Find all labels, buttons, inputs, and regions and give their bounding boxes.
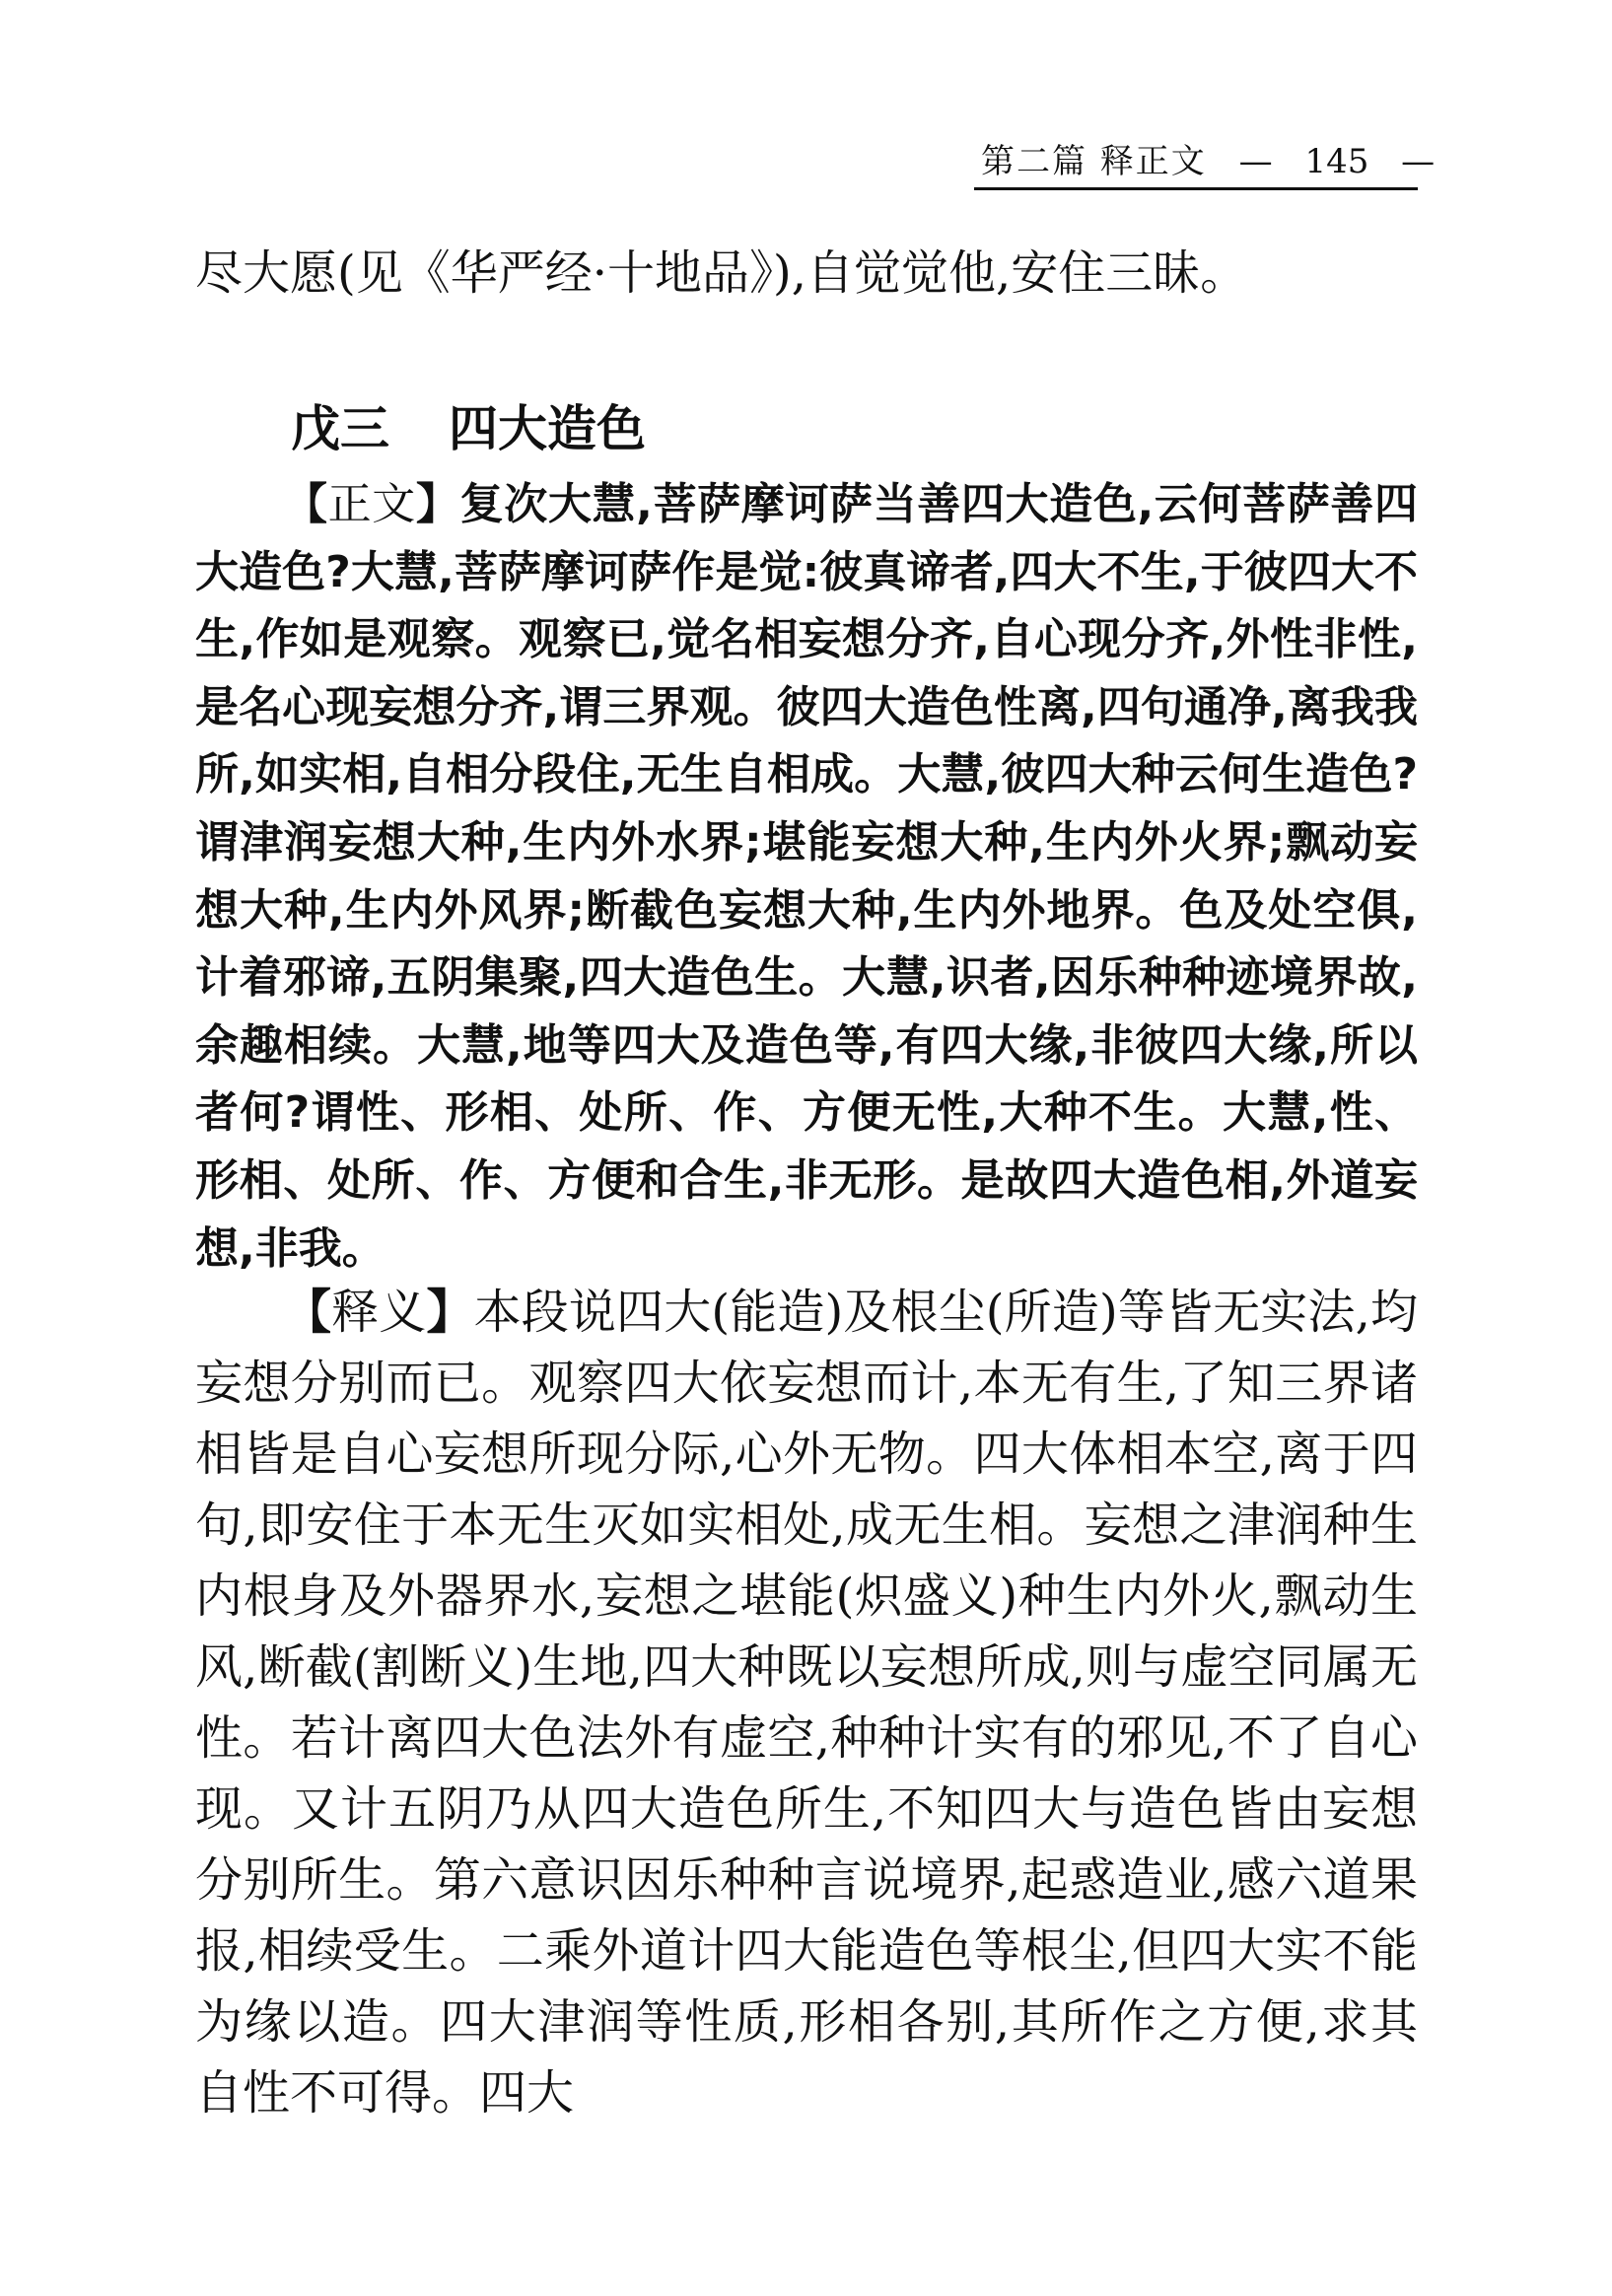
section-number: 戊三 bbox=[291, 400, 389, 457]
running-header bbox=[981, 136, 1436, 187]
scripture-paragraph bbox=[195, 471, 1418, 1283]
section-heading bbox=[291, 394, 646, 463]
section-title: 四大造色 bbox=[449, 400, 646, 457]
page-number: 145 bbox=[1304, 142, 1369, 181]
commentary-paragraph bbox=[195, 1277, 1418, 2128]
continued-paragraph: 尽大愿(见《华严经·十地品》),自觉觉他,安住三昧。 bbox=[195, 245, 1248, 301]
scripture-tag: 【正文】 bbox=[284, 479, 460, 529]
scripture-text: 复次大慧,菩萨摩诃萨当善四大造色,云何菩萨善四大造色?大慧,菩萨摩诃萨作是觉:彼真谛者,四大不生,于彼四大不生,作如是观察。观察已,觉名相妄想分齐,自心现分齐,外性非性,是名心现妄想分齐,谓三界观。彼四大造色性离,四句通净,离我我所,如实相,自相分段住,无生自相成。大慧,彼四大种云何生造色?谓津润妄想大种,生内外水界;堪能妄想大种,生内外火界;飘动妄想大种,生内外风界;断截色妄想大种,生内外地界。色及处空俱,计着邪谛,五阴集聚,四大造色生。大慧,识者,因乐种种迹境界故,余趣相续。大慧,地等四大及造色等,有四大缘,非彼四大缘,所以者何?谓性、形相、处所、作、方便无性,大种不生。大慧,性、形相、处所、作、方便和合生,非无形。是故四大造色相,外道妄想,非我。 bbox=[195, 479, 1419, 1274]
chapter-title: 第二篇 释正文 bbox=[981, 142, 1207, 181]
header-dash-left: — bbox=[1238, 142, 1273, 181]
commentary-text: 本段说四大(能造)及根尘(所造)等皆无实法,均妄想分别而已。观察四大依妄想而计,本无有生,了知三界诸相皆是自心妄想所现分际,心外无物。四大体相本空,离于四句,即安住于本无生灭如实相处,成无生相。妄想之津润种生内根身及外器界水,妄想之堪能(炽盛义)种生内外火,飘动生风,断截(割断义)生地,四大种既以妄想所成,则与虚空同属无性。若计离四大色法外有虚空,种种计实有的邪见,不了自心现。又计五阴乃从四大造色所生,不知四大与造色皆由妄想分别所生。第六意识因乐种种言说境界,起惑造业,感六道果报,相续受生。二乘外道计四大能造色等根尘,但四大实不能为缘以造。四大津润等性质,形相各别,其所作之方便,求其自性不可得。四大 bbox=[195, 1285, 1418, 2121]
commentary-tag: 【释义】 bbox=[284, 1285, 474, 1340]
header-rule bbox=[974, 187, 1418, 190]
header-dash-right: — bbox=[1401, 142, 1436, 181]
